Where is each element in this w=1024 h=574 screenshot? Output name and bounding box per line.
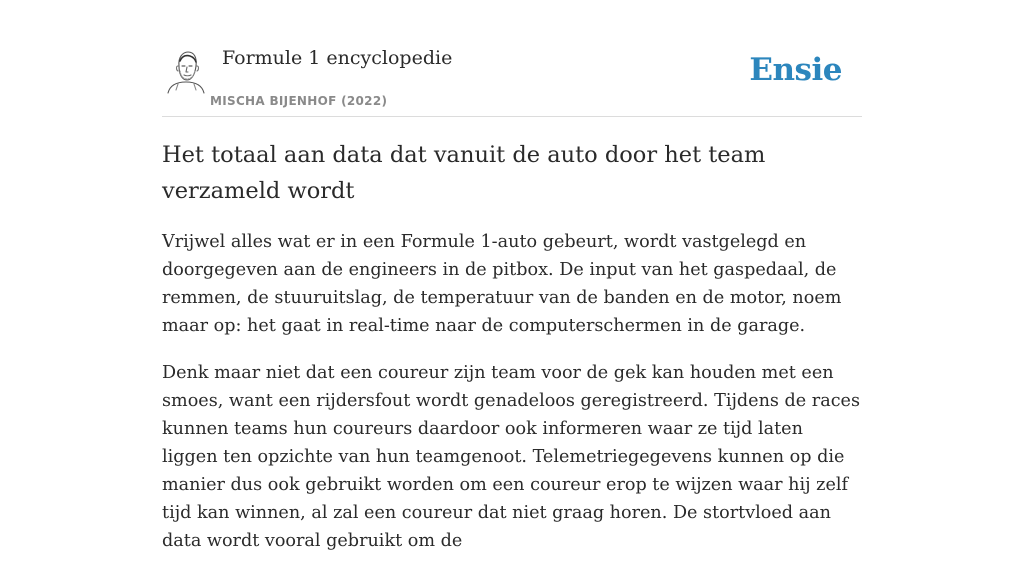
encyclopedia-title[interactable]: Formule 1 encyclopedie — [222, 47, 453, 69]
author-byline: MISCHA BIJENHOF (2022) — [210, 94, 388, 108]
paragraph: Vrijwel alles wat er in een Formule 1-auto gebeurt, wordt vastgelegd en doorgegeven aan de engineers in de pitbox. De input van het gaspedaal, de remmen, de stuuruitslag, de temperatuur van de banden en de motor, noem maar op: het gaat in real-time naar de computerschermen in de garage. — [162, 232, 842, 336]
article-body — [162, 228, 862, 574]
article-header — [162, 0, 862, 117]
paragraph: Denk maar niet dat een coureur zijn team voor de gek kan houden met een smoes, want een rijdersfout wordt genadeloos geregistreerd. Tijdens de races kunnen teams hun coureurs daardoor ook informeren waar ze tijd laten liggen ten opzichte van hun teamgenoot. Telemetriegegevens kunnen op die manier dus ook gebruikt worden om een coureur erop te wijzen waar hij zelf tijd kan winnen, al zal een coureur dat niet graag horen. De stortvloed aan data wordt vooral gebruikt om de — [162, 363, 860, 551]
ensie-logo[interactable]: Ensie — [749, 52, 842, 88]
article-card — [162, 0, 862, 551]
author-portrait-sketch-icon — [164, 46, 208, 94]
article-title: Het totaal aan data dat vanuit de auto door het team verzameld wordt — [162, 142, 766, 204]
